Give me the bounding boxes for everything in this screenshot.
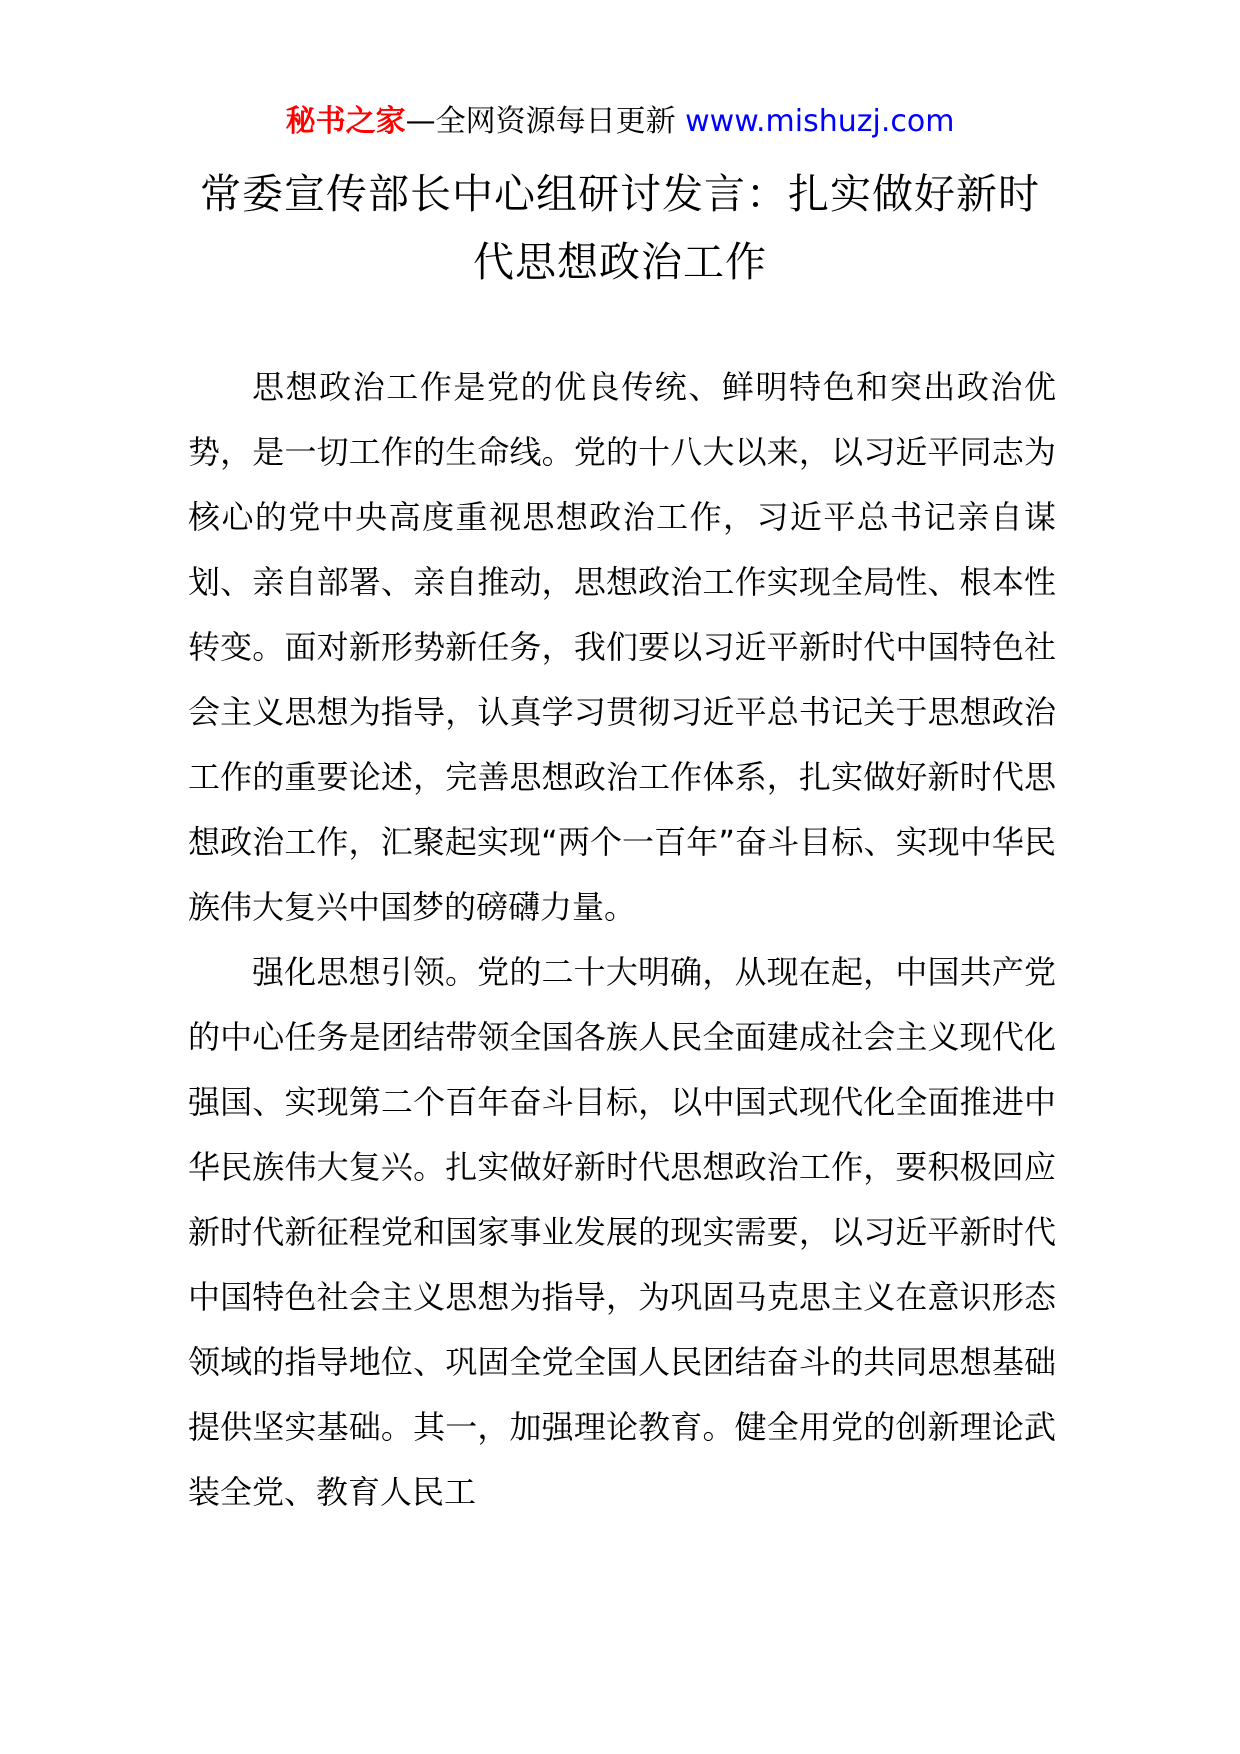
- site-url-link[interactable]: www.mishuzj.com: [685, 104, 955, 139]
- document-body: [188, 355, 1056, 1525]
- paragraph: 思想政治工作是党的优良传统、鲜明特色和突出政治优势，是一切工作的生命线。党的十八大以来，以习近平同志为核心的党中央高度重视思想政治工作，习近平总书记亲自谋划、亲自部署、亲自推动，思想政治工作实现全局性、根本性转变。面对新形势新任务，我们要以习近平新时代中国特色社会主义思想为指导，认真学习贯彻习近平总书记关于思想政治工作的重要论述，完善思想政治工作体系，扎实做好新时代思想政治工作，汇聚起实现“两个一百年”奋斗目标、实现中华民族伟大复兴中国梦的磅礴力量。: [188, 368, 1056, 926]
- header-tagline: —全网资源每日更新: [405, 104, 686, 139]
- document-title: 常委宣传部长中心组研讨发言：扎实做好新时代思想政治工作: [200, 170, 1040, 286]
- brand-name: 秘书之家: [285, 104, 406, 139]
- paragraph: 强化思想引领。党的二十大明确，从现在起，中国共产党的中心任务是团结带领全国各族人民全面建成社会主义现代化强国、实现第二个百年奋斗目标，以中国式现代化全面推进中华民族伟大复兴。扎实做好新时代思想政治工作，要积极回应新时代新征程党和国家事业发展的现实需要，以习近平新时代中国特色社会主义思想为指导，为巩固马克思主义在意识形态领域的指导地位、巩固全党全国人民团结奋斗的共同思想基础提供坚实基础。其一，加强理论教育。健全用党的创新理论武装全党、教育人民工: [188, 953, 1056, 1511]
- site-header: [0, 100, 1240, 144]
